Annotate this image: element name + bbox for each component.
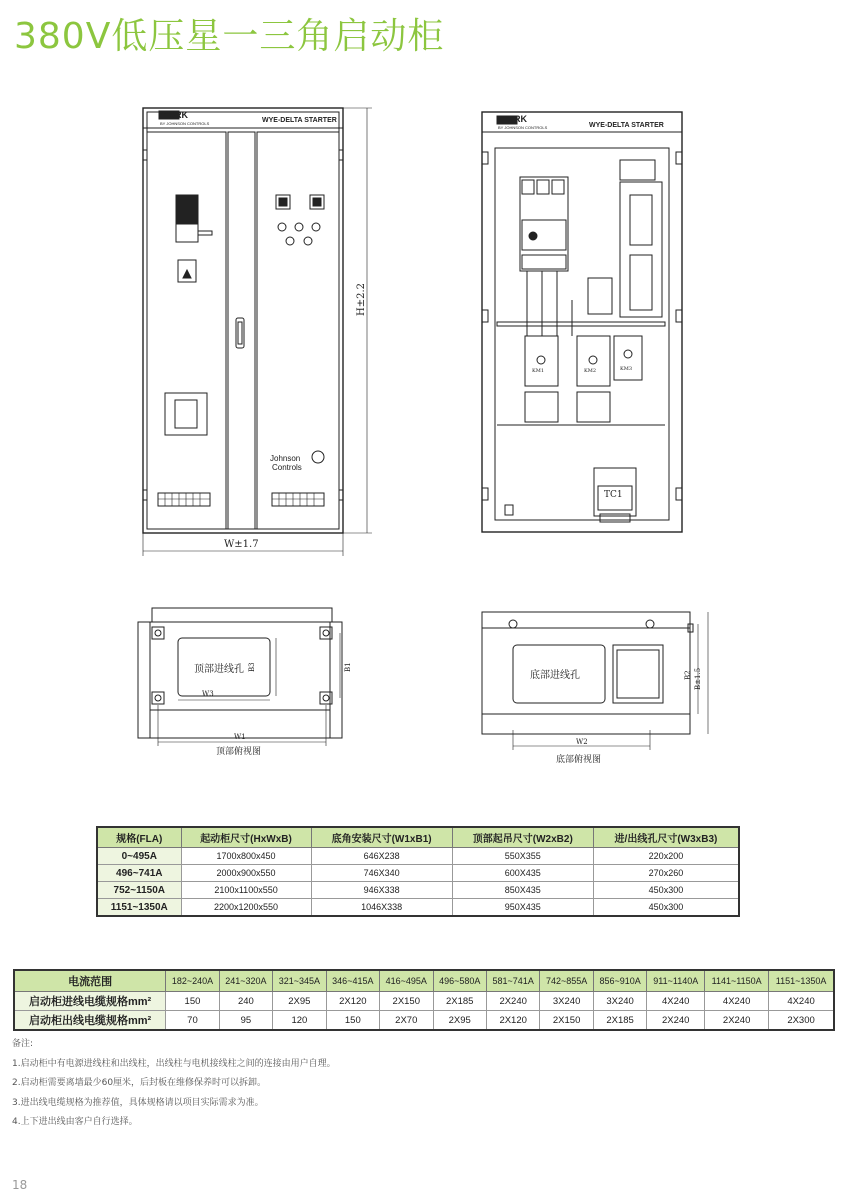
- table-cell: 启动柜进线电缆规格mm²: [14, 992, 166, 1011]
- table-cell: 270x260: [593, 865, 739, 882]
- table-cell: 1046X338: [311, 899, 452, 917]
- table-cell: 496~741A: [97, 865, 181, 882]
- table-cell: 150: [166, 992, 219, 1011]
- brand-front: YORK: [162, 110, 189, 120]
- page-number: 18: [12, 1178, 28, 1192]
- table-cell: 2X240: [705, 1011, 769, 1031]
- tc1-label: TC1: [604, 490, 623, 500]
- table-cell: 1700x800x450: [181, 848, 311, 865]
- b1-label: B1: [344, 662, 352, 672]
- note-item: 4.上下进出线由客户自行选择。: [12, 1117, 138, 1127]
- table-cell: 450x300: [593, 899, 739, 917]
- table-cell: 2X120: [486, 1011, 539, 1031]
- table-cell: 70: [166, 1011, 219, 1031]
- table-cell: 2200x1200x550: [181, 899, 311, 917]
- header-cell: 911~1140A: [647, 970, 705, 992]
- dim-w: W±1.7: [224, 539, 259, 550]
- b2-label: B2: [684, 670, 692, 680]
- table-cell: 150: [326, 1011, 379, 1031]
- johnson-text: Johnson: [270, 454, 301, 463]
- table-cell: 240: [219, 992, 272, 1011]
- note-item: 1.启动柜中有电源进线柱和出线柱，出线柱与电机接线柱之间的连接由用户自理。: [12, 1058, 336, 1069]
- table-cell: 3X240: [593, 992, 646, 1011]
- header-cell: 581~741A: [486, 970, 539, 992]
- table-cell: 2100x1100x550: [181, 882, 311, 899]
- brand-internal: YORK: [501, 114, 528, 124]
- table-cell: 2X95: [433, 1011, 486, 1031]
- km1-label: KM1: [532, 368, 545, 374]
- table-cell: 2X185: [433, 992, 486, 1011]
- table-cell: 2X120: [326, 992, 379, 1011]
- table-cell: 2X70: [380, 1011, 433, 1031]
- notes-section: [12, 1035, 336, 1133]
- controls-text: Controls: [272, 463, 302, 472]
- header-cell: 182~240A: [166, 970, 219, 992]
- starter-label-front: WYE-DELTA STARTER: [262, 117, 337, 124]
- header-cell: 进/出线孔尺寸(W3xB3): [593, 827, 739, 848]
- table-cell: 2X240: [486, 992, 539, 1011]
- brand-sub-front: BY JOHNSON CONTROLS: [160, 121, 210, 126]
- table-header-row: [14, 970, 834, 992]
- table-cell: 2X150: [540, 1011, 593, 1031]
- table-cell: 2X185: [593, 1011, 646, 1031]
- header-cell: 856~910A: [593, 970, 646, 992]
- table-row: [14, 992, 834, 1011]
- table-cell: 4X240: [769, 992, 834, 1011]
- dimension-table: [96, 826, 740, 917]
- table-cell: 946X338: [311, 882, 452, 899]
- note-item: 3.进出线电缆规格为推荐值，具体规格请以项目实际需求为准。: [12, 1097, 264, 1108]
- starter-label-internal: WYE-DELTA STARTER: [589, 122, 664, 129]
- table-cell: 950X435: [452, 899, 593, 917]
- w1-label: W1: [234, 733, 246, 741]
- header-cell: 顶部起吊尺寸(W2xB2): [452, 827, 593, 848]
- top-view: [138, 608, 342, 746]
- dim-h: H±2.2: [356, 282, 367, 316]
- top-view-caption: 顶部俯视图: [216, 747, 262, 757]
- brand-sub-internal: BY JOHNSON CONTROLS: [498, 125, 548, 130]
- header-cell: 496~580A: [433, 970, 486, 992]
- header-cell: 321~345A: [273, 970, 326, 992]
- table-header-row: [97, 827, 739, 848]
- b-tol-label: B±1.5: [694, 667, 702, 690]
- header-cell: 起动柜尺寸(HxWxB): [181, 827, 311, 848]
- front-view: [143, 108, 372, 556]
- table-cell: 550X355: [452, 848, 593, 865]
- table-cell: 746X340: [311, 865, 452, 882]
- table-cell: 4X240: [647, 992, 705, 1011]
- table-cell: 2X240: [647, 1011, 705, 1031]
- table-cell: 2000x900x550: [181, 865, 311, 882]
- header-cell: 241~320A: [219, 970, 272, 992]
- table-cell: 1151~1350A: [97, 899, 181, 917]
- table-row: [97, 899, 739, 917]
- b3-label: B3: [248, 662, 256, 672]
- table-cell: 4X240: [705, 992, 769, 1011]
- header-cell: 346~415A: [326, 970, 379, 992]
- bottom-view-caption: 底部俯视图: [556, 755, 602, 765]
- w2-label: W2: [576, 738, 588, 746]
- table-row: [97, 848, 739, 865]
- table-cell: 2X150: [380, 992, 433, 1011]
- bottom-view: [482, 612, 708, 750]
- header-cell: 底角安装尺寸(W1xB1): [311, 827, 452, 848]
- table-cell: 752~1150A: [97, 882, 181, 899]
- header-cell: 742~855A: [540, 970, 593, 992]
- table-cell: 220x200: [593, 848, 739, 865]
- bottom-hole-label: 底部进线孔: [530, 670, 580, 681]
- cable-spec-table: [13, 969, 835, 1031]
- page-title: 380V低压星一三角启动柜: [14, 16, 445, 57]
- header-cell: 规格(FLA): [97, 827, 181, 848]
- table-cell: 95: [219, 1011, 272, 1031]
- header-cell: 416~495A: [380, 970, 433, 992]
- table-cell: 2X300: [769, 1011, 834, 1031]
- table-cell: 646X238: [311, 848, 452, 865]
- header-cell: 1151~1350A: [769, 970, 834, 992]
- table-cell: 120: [273, 1011, 326, 1031]
- table-cell: 850X435: [452, 882, 593, 899]
- km2-label: KM2: [584, 368, 597, 374]
- table-cell: 0~495A: [97, 848, 181, 865]
- header-cell: 电流范围: [14, 970, 166, 992]
- w3-label: W3: [202, 690, 214, 698]
- table-cell: 3X240: [540, 992, 593, 1011]
- notes-heading: 备注:: [12, 1039, 34, 1049]
- table-row: [14, 1011, 834, 1031]
- note-item: 2.启动柜需要离墙最少60厘米，后封板在维修保养时可以拆卸。: [12, 1078, 267, 1088]
- table-row: [97, 882, 739, 899]
- table-cell: 450x300: [593, 882, 739, 899]
- header-cell: 1141~1150A: [705, 970, 769, 992]
- table-cell: 600X435: [452, 865, 593, 882]
- table-cell: 2X95: [273, 992, 326, 1011]
- table-cell: 启动柜出线电缆规格mm²: [14, 1011, 166, 1031]
- top-hole-label: 顶部进线孔: [194, 664, 244, 675]
- internal-view: [482, 112, 682, 532]
- table-row: [97, 865, 739, 882]
- km3-label: KM3: [620, 366, 633, 372]
